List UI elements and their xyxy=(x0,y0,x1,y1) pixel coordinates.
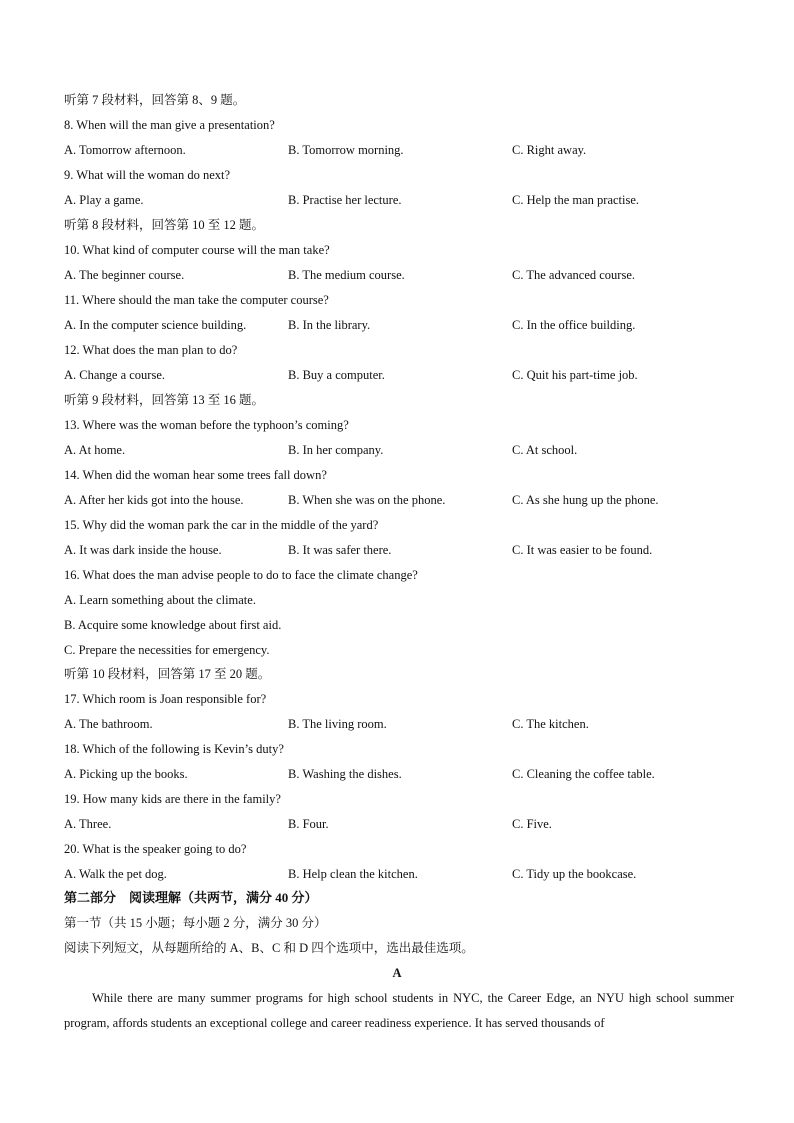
option-18a: A. Picking up the books. xyxy=(64,767,188,781)
option-20a: A. Walk the pet dog. xyxy=(64,867,167,881)
passage-label: A xyxy=(392,966,402,980)
question-17: 17. Which room is Joan responsible for? xyxy=(64,692,267,706)
option-20c: C. Tidy up the bookcase. xyxy=(512,867,637,881)
option-11b: B. In the library. xyxy=(288,318,371,332)
option-19b: B. Four. xyxy=(288,817,329,831)
option-11a: A. In the computer science building. xyxy=(64,318,247,332)
option-15c: C. It was easier to be found. xyxy=(512,543,653,557)
question-12: 12. What does the man plan to do? xyxy=(64,343,238,357)
option-13c: C. At school. xyxy=(512,443,578,457)
option-16c: C. Prepare the necessities for emergency. xyxy=(64,643,270,657)
question-18: 18. Which of the following is Kevin’s duty? xyxy=(64,742,284,756)
question-9: 9. What will the woman do next? xyxy=(64,168,231,182)
option-19a: A. Three. xyxy=(64,817,112,831)
section-heading-7: 听第 7 段材料，回答第 8、9 题。 xyxy=(64,93,246,107)
question-19: 19. How many kids are there in the family? xyxy=(64,792,281,806)
option-10a: A. The beginner course. xyxy=(64,268,185,282)
option-15a: A. It was dark inside the house. xyxy=(64,543,222,557)
option-9c: C. Help the man practise. xyxy=(512,193,640,207)
question-10: 10. What kind of computer course will the man take? xyxy=(64,243,330,257)
option-14a: A. After her kids got into the house. xyxy=(64,493,244,507)
question-11: 11. Where should the man take the computer course? xyxy=(64,293,329,307)
option-8c: C. Right away. xyxy=(512,143,587,157)
option-13b: B. In her company. xyxy=(288,443,384,457)
option-8b: B. Tomorrow morning. xyxy=(288,143,404,157)
option-16b: B. Acquire some knowledge about first aid. xyxy=(64,618,282,632)
option-17b: B. The living room. xyxy=(288,717,387,731)
option-9b: B. Practise her lecture. xyxy=(288,193,402,207)
option-18c: C. Cleaning the coffee table. xyxy=(512,767,655,781)
section-heading-8: 听第 8 段材料，回答第 10 至 12 题。 xyxy=(64,218,265,232)
option-11c: C. In the office building. xyxy=(512,318,636,332)
option-13a: A. At home. xyxy=(64,443,126,457)
passage-text: While there are many summer programs for high school students in NYC, the Career Edge, an NYU high school summer program, affords students an exceptional college and career readiness experience. It has served thousands of xyxy=(64,991,734,1030)
question-15: 15. Why did the woman park the car in the middle of the yard? xyxy=(64,518,379,532)
option-17c: C. The kitchen. xyxy=(512,717,589,731)
option-8a: A. Tomorrow afternoon. xyxy=(64,143,186,157)
question-16: 16. What does the man advise people to do to face the climate change? xyxy=(64,568,418,582)
option-14b: B. When she was on the phone. xyxy=(288,493,446,507)
part2-instruction: 阅读下列短文，从每题所给的 A、B、C 和 D 四个选项中，选出最佳选项。 xyxy=(64,941,474,955)
part2-heading: 第二部分 阅读理解（共两节，满分 40 分） xyxy=(64,890,318,905)
question-14: 14. When did the woman hear some trees fall down? xyxy=(64,468,327,482)
option-19c: C. Five. xyxy=(512,817,552,831)
option-12b: B. Buy a computer. xyxy=(288,368,385,382)
option-12a: A. Change a course. xyxy=(64,368,166,382)
option-9a: A. Play a game. xyxy=(64,193,144,207)
question-8: 8. When will the man give a presentation? xyxy=(64,118,275,132)
option-14c: C. As she hung up the phone. xyxy=(512,493,659,507)
option-10c: C. The advanced course. xyxy=(512,268,635,282)
question-20: 20. What is the speaker going to do? xyxy=(64,842,247,856)
section-heading-10: 听第 10 段材料，回答第 17 至 20 题。 xyxy=(64,667,271,681)
option-16a: A. Learn something about the climate. xyxy=(64,593,256,607)
option-17a: A. The bathroom. xyxy=(64,717,153,731)
question-13: 13. Where was the woman before the typhoon’s coming? xyxy=(64,418,349,432)
option-12c: C. Quit his part-time job. xyxy=(512,368,638,382)
option-20b: B. Help clean the kitchen. xyxy=(288,867,418,881)
part2-section1-heading: 第一节（共 15 小题；每小题 2 分，满分 30 分） xyxy=(64,916,327,930)
option-15b: B. It was safer there. xyxy=(288,543,392,557)
option-18b: B. Washing the dishes. xyxy=(288,767,402,781)
section-heading-9: 听第 9 段材料，回答第 13 至 16 题。 xyxy=(64,393,265,407)
option-10b: B. The medium course. xyxy=(288,268,405,282)
